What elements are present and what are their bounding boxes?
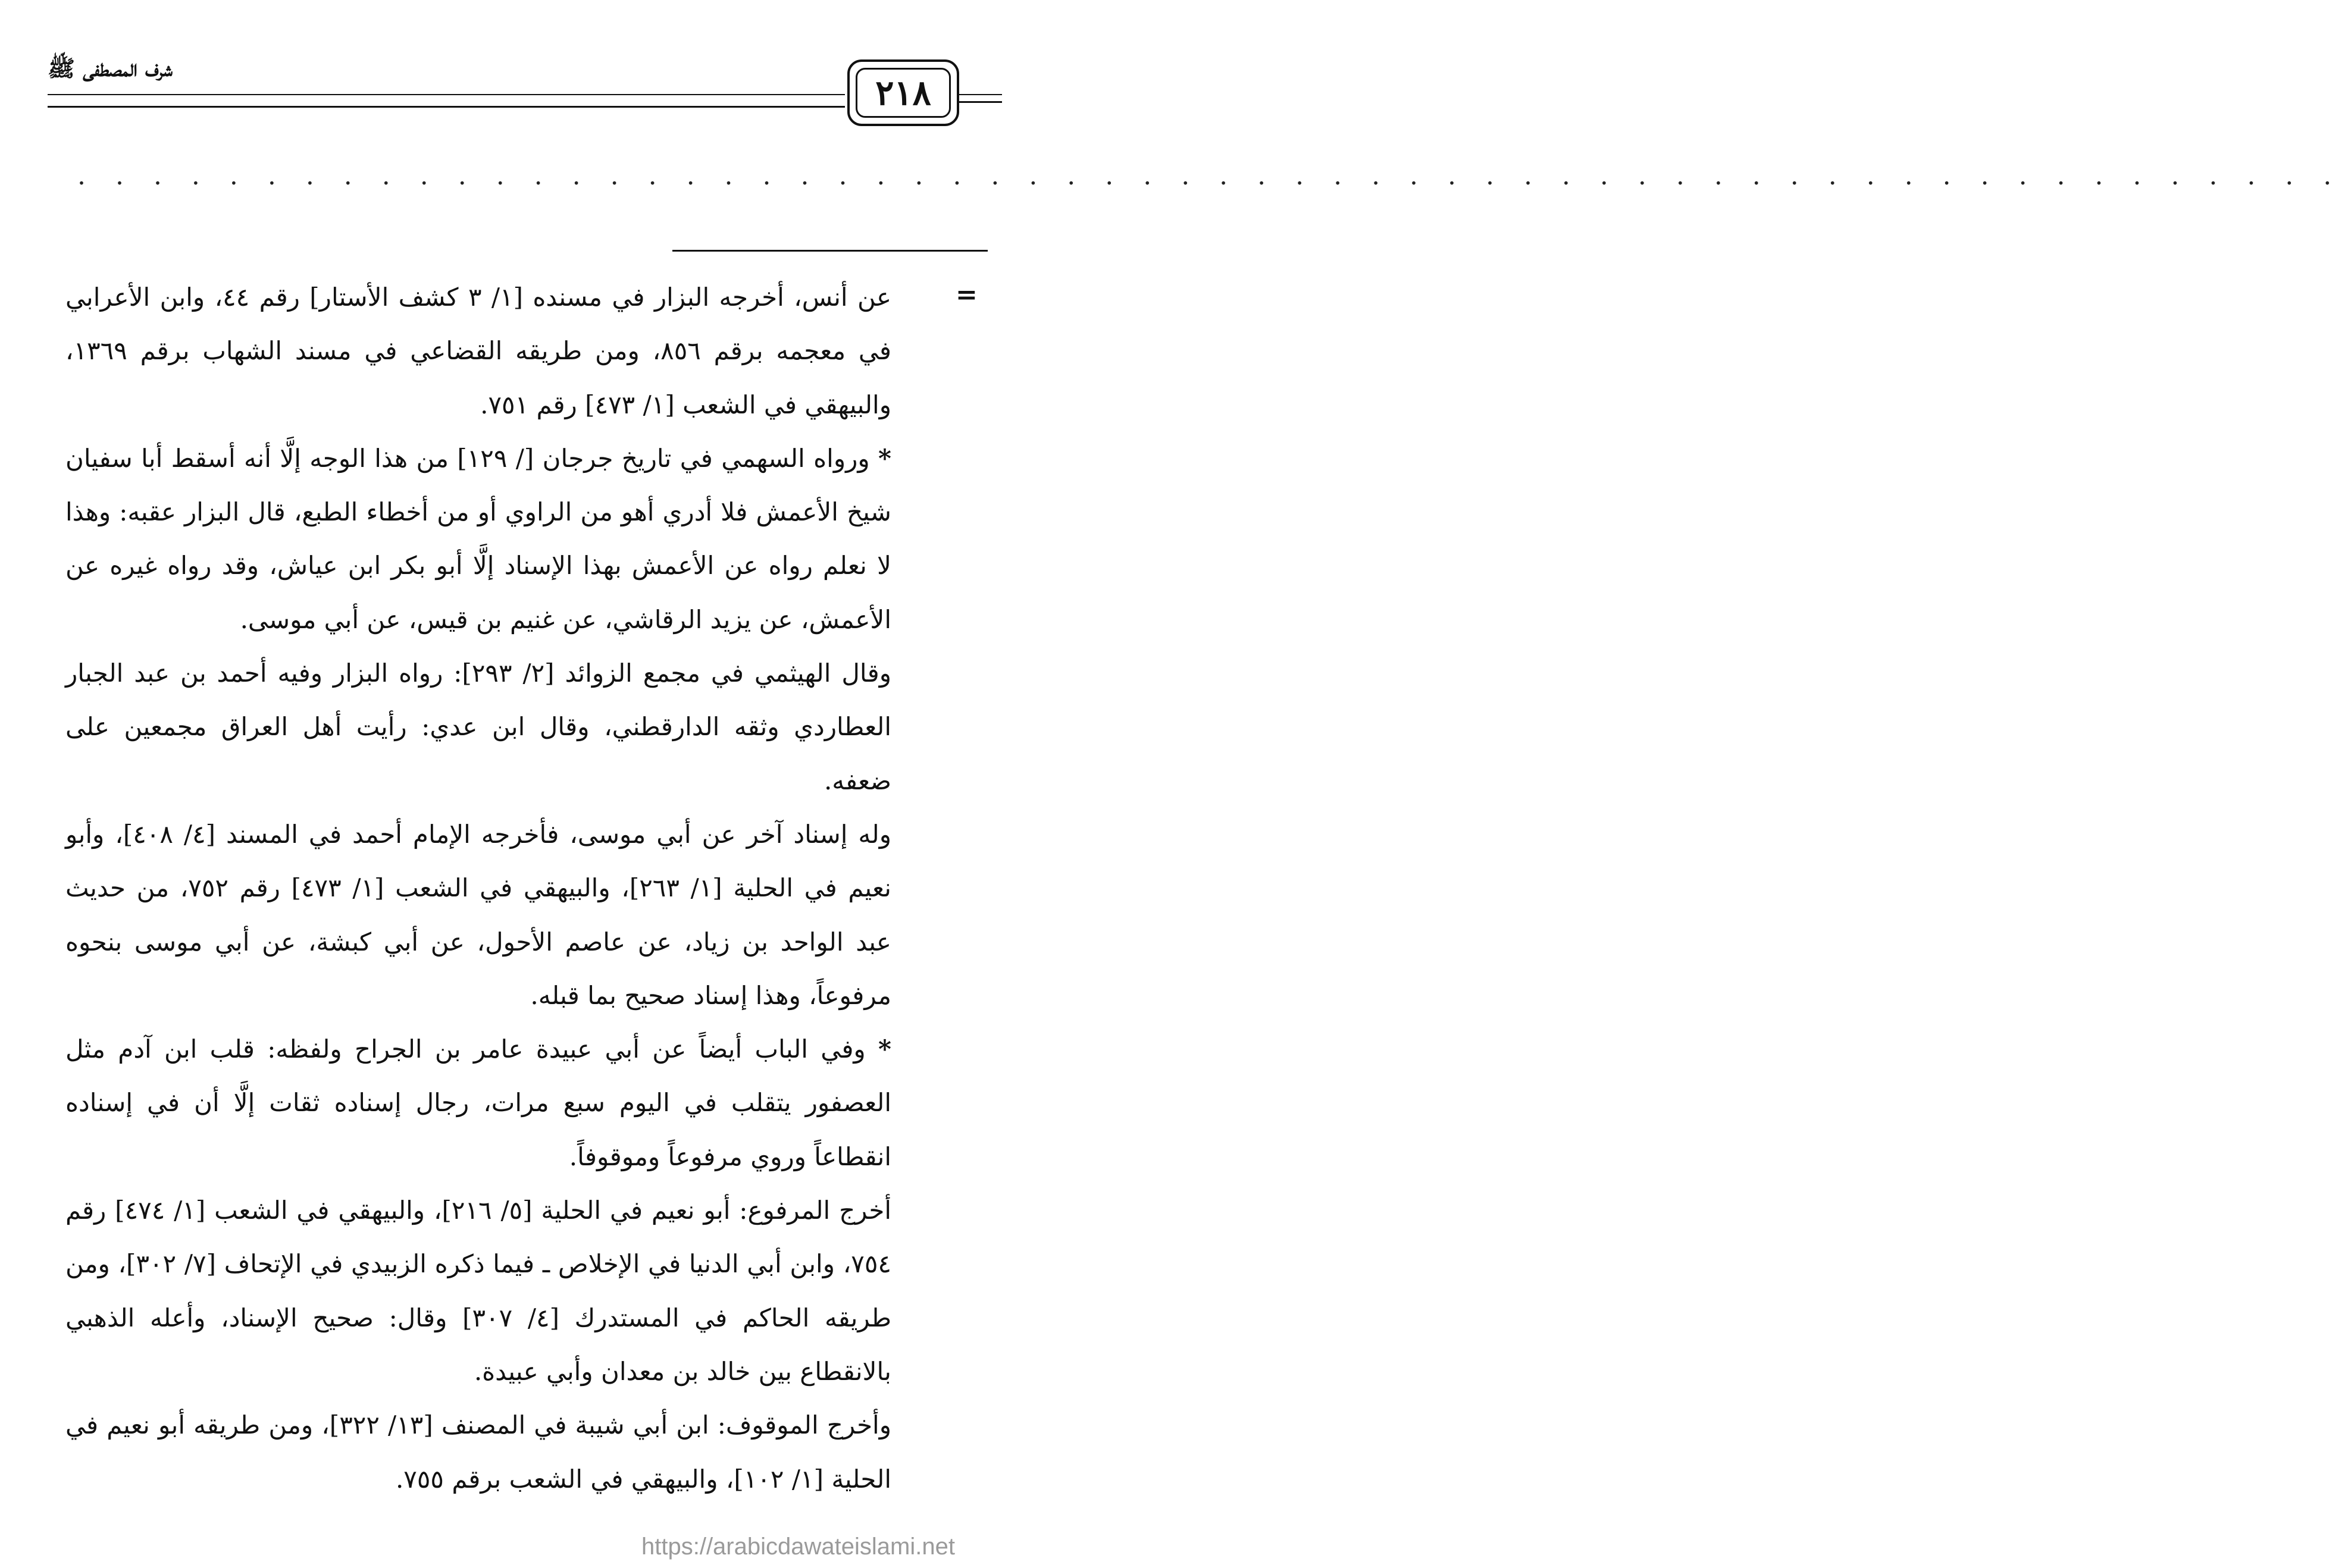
dotted-separator: . . . . . . . . . . . . . . . . . . . . . . . . . . . . . . . . . . . . . . . . . . . . . . . . . . . . . . . . . . . .	[77, 161, 2342, 191]
header-rule	[48, 106, 845, 108]
asterisk-marker: *	[878, 443, 892, 473]
header-rule	[48, 94, 845, 95]
paragraph-text: عن أنس، أخرجه البزار في مسنده [١/ ٣ كشف الأستار] رقم ٤٤، وابن الأعرابي في معجمه برقم ٨٥٦، ومن طريقه القضاعي في مسند الشهاب برقم ١٣٦٩، والبيهقي في الشعب [١/ ٤٧٣] رقم ٧٥١.	[65, 283, 892, 419]
footnote-separator-rule	[672, 250, 988, 252]
paragraph-text: وله إسناد آخر عن أبي موسى، فأخرجه الإمام أحمد في المسند [٤/ ٤٠٨]، وأبو نعيم في الحلية [١/ ٢٦٣]، والبيهقي في الشعب [١/ ٤٧٣] رقم ٧٥٢، من حديث عبد الواحد بن زياد، عن عاصم الأحول، عن أبي كبشة، عن أبي موسى بنحوه مرفوعاً، وهذا إسناد صحيح بما قبله.	[65, 819, 891, 1010]
footnote-paragraph	[65, 647, 891, 808]
paragraph-text: وأخرج الموقوف: ابن أبي شيبة في المصنف [١٣/ ٣٢٢]، ومن طريقه أبو نعيم في الحلية [١/ ١٠٢]، والبيهقي في الشعب برقم ٧٥٥.	[65, 1410, 891, 1494]
header-rule-right	[959, 94, 1002, 95]
continuation-mark: =	[956, 280, 978, 310]
page-number-inner-frame	[856, 68, 951, 118]
asterisk-marker: *	[878, 1034, 891, 1064]
footnote-paragraph	[65, 432, 891, 647]
page-header	[0, 0, 1051, 137]
paragraph-text: ورواه السهمي في تاريخ جرجان [/ ١٢٩] من هذا الوجه إلَّا أنه أسقط أبا سفيان شيخ الأعمش فلا أدري أهو من الراوي أو من أخطاء الطبع، قال البزار عقبه: وهذا لا نعلم رواه عن الأعمش بهذا الإسناد إلَّا أبو بكر ابن عياش، وقد رواه غيره عن الأعمش، عن يزيد الرقاشي، عن غنيم بن قيس، عن أبي موسى.	[65, 443, 891, 634]
running-title: شرف المصطفى ﷺ	[48, 55, 173, 81]
paragraph-text: أخرج المرفوع: أبو نعيم في الحلية [٥/ ٢١٦]، والبيهقي في الشعب [١/ ٤٧٤] رقم ٧٥٤، وابن أبي الدنيا في الإخلاص ـ فيما ذكره الزبيدي في الإتحاف [٧/ ٣٠٢]، ومن طريقه الحاكم في المستدرك [٤/ ٣٠٧] وقال: صحيح الإسناد، وأعله الذهبي بالانقطاع بين خالد بن معدان وأبي عبيدة.	[65, 1196, 891, 1386]
source-watermark: https://arabicdawateislami.net	[641, 1533, 955, 1560]
paragraph-text: وقال الهيثمي في مجمع الزوائد [٢/ ٢٩٣]: رواه البزار وفيه أحمد بن عبد الجبار العطاردي وثقه الدارقطني، وقال ابن عدي: رأيت أهل العراق مجمعين على ضعفه.	[65, 658, 891, 795]
footnote-paragraph	[65, 1184, 891, 1398]
footnote-text	[65, 271, 891, 1506]
footnote-paragraph	[65, 271, 891, 432]
header-rule-right	[959, 101, 1002, 103]
page-number: ٢١٨	[875, 73, 931, 113]
paragraph-text: وفي الباب أيضاً عن أبي عبيدة عامر بن الجراح ولفظه: قلب ابن آدم مثل العصفور يتقلب في اليوم سبع مرات، رجال إسناده ثقات إلَّا أن في إسناده انقطاعاً وروي مرفوعاً وموقوفاً.	[65, 1034, 891, 1171]
footnote-paragraph	[65, 1023, 891, 1184]
footnote-paragraph	[65, 808, 891, 1023]
page-number-frame	[847, 59, 959, 126]
footnote-paragraph	[65, 1398, 891, 1506]
